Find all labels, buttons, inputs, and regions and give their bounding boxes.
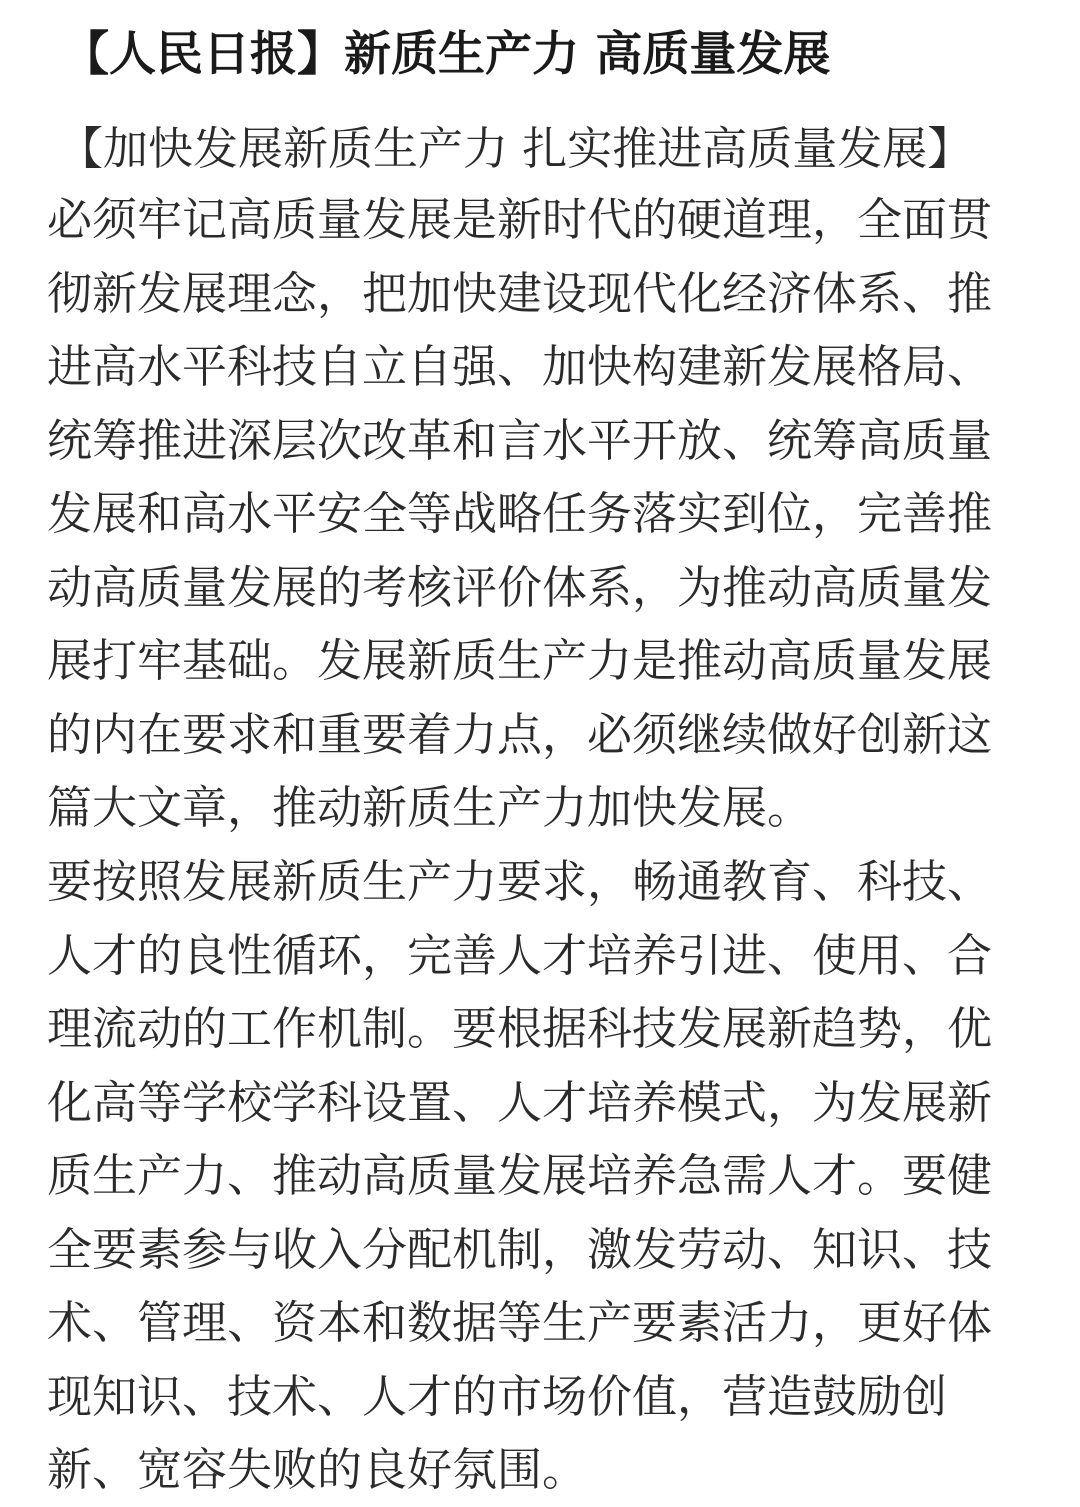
paragraph-line: 质生产力、推动高质量发展培养急需人才。要健 bbox=[47, 1149, 993, 1202]
paragraph-line: 人才的良性循环，完善人才培养引进、使用、合 bbox=[47, 928, 993, 982]
paragraph-line: 理流动的工作机制。要根据科技发展新趋势，优 bbox=[47, 1002, 993, 1055]
paragraph-line: 现知识、技术、人才的市场价值，营造鼓励创 bbox=[47, 1369, 948, 1423]
paragraph-line: 动高质量发展的考核评价体系，为推动高质量发 bbox=[47, 560, 993, 614]
article-title: 【人民日报】新质生产力 高质量发展 bbox=[62, 27, 831, 82]
paragraph-line: 统筹推进深层次改革和言水平开放、统筹高质量 bbox=[47, 413, 993, 467]
paragraph-line: 的内在要求和重要着力点，必须继续做好创新这 bbox=[47, 707, 993, 761]
paragraph-line: 进高水平科技自立自强、加快构建新发展格局、 bbox=[47, 340, 993, 393]
article-subtitle: 【加快发展新质生产力 扎实推进高质量发展】 bbox=[58, 122, 973, 175]
paragraph-line: 发展和高水平安全等战略任务落实到位，完善推 bbox=[47, 487, 993, 540]
paragraph-line: 篇大文章，推动新质生产力加快发展。 bbox=[47, 781, 813, 834]
paragraph-line: 化高等学校学科设置、人才培养模式，为发展新 bbox=[47, 1075, 993, 1129]
paragraph-1 bbox=[47, 183, 1047, 845]
paragraph-line: 新、宽容失败的良好氛围。 bbox=[47, 1443, 588, 1496]
paragraph-line: 全要素参与收入分配机制，激发劳动、知识、技 bbox=[47, 1222, 993, 1276]
paragraph-line: 彻新发展理念，把加快建设现代化经济体系、推 bbox=[47, 266, 993, 320]
paragraph-line: 要按照发展新质生产力要求，畅通教育、科技、 bbox=[47, 855, 993, 908]
paragraph-line: 术、管理、资本和数据等生产要素活力，更好体 bbox=[47, 1296, 993, 1349]
paragraph-line: 必须牢记高质量发展是新时代的硬道理，全面贯 bbox=[47, 193, 993, 246]
paragraph-line: 展打牢基础。发展新质生产力是推动高质量发展 bbox=[47, 634, 993, 687]
paragraph-2 bbox=[47, 845, 1047, 1507]
